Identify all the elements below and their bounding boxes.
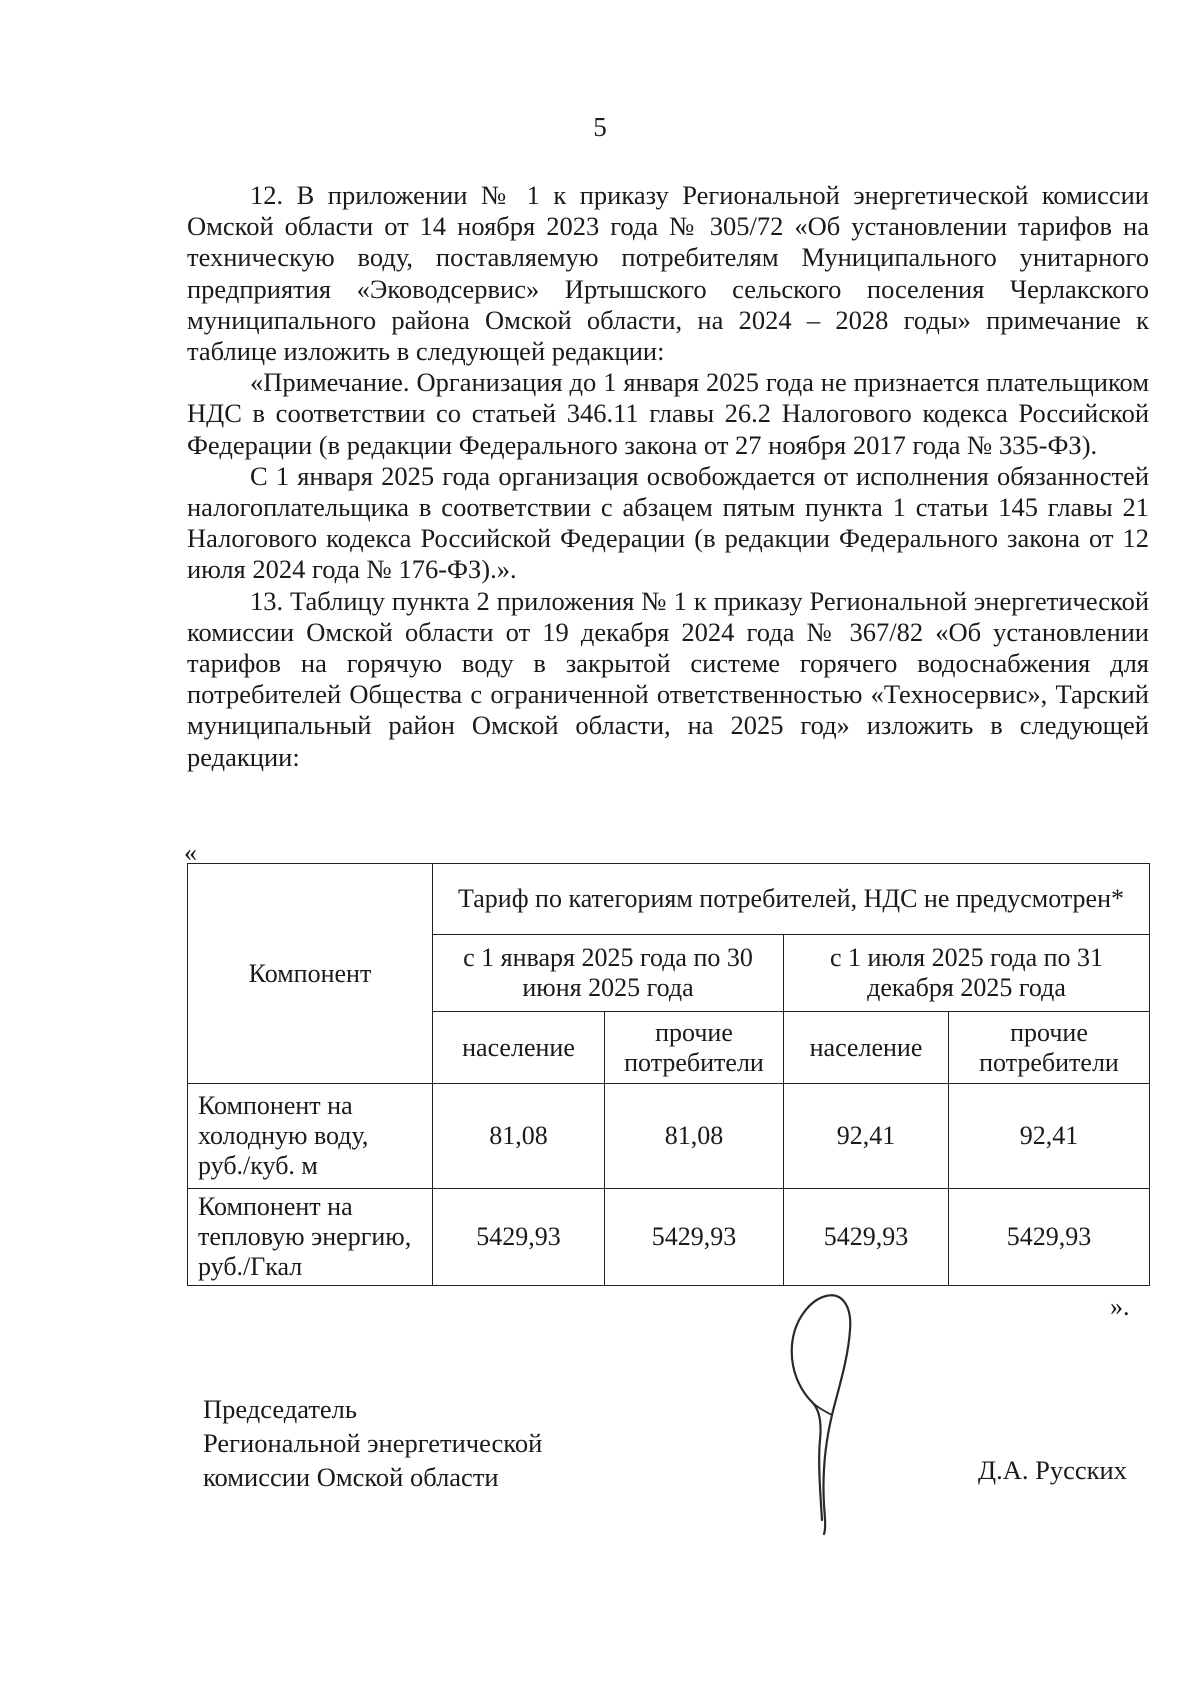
quote-close: ». bbox=[1110, 1292, 1130, 1321]
subheader-other-2: прочие потребители bbox=[949, 1012, 1150, 1084]
table-cell: 81,08 bbox=[433, 1084, 605, 1189]
row-label-heat-energy: Компонент на тепловую энергию, руб./Гкал bbox=[188, 1189, 433, 1286]
paragraph-item-12: 12. В приложении № 1 к приказу Региональной энергетической комиссии Омской области от 14 ноября 2023 года № 305/72 «Об установлении тарифов на техническую воду, поставляемую потребителям Муниципального унитарного предприятия «Эководсервис» Иртышского сельского поселения Черлакского муниципального района Омской области, на 2024 – 2028 годы» примечание к таблице изложить в следующей редакции: bbox=[187, 180, 1149, 367]
paragraph-note: «Примечание. Организация до 1 января 2025 года не признается плательщиком НДС в соответствии со статьей 346.11 главы 26.2 Налогового кодекса Российской Федерации (в редакции Федерального закона от 27 ноября 2017 года № 335-ФЗ). bbox=[187, 367, 1149, 460]
header-period-2: с 1 июля 2025 года по 31 декабря 2025 года bbox=[784, 935, 1150, 1012]
table-cell: 5429,93 bbox=[784, 1189, 949, 1286]
header-period-1: с 1 января 2025 года по 30 июня 2025 года bbox=[433, 935, 784, 1012]
paragraph-note-continued: С 1 января 2025 года организация освобождается от исполнения обязанностей налогоплательщика в соответствии с абзацем пятым пункта 1 статьи 145 главы 21 Налогового кодекса Российской Федерации (в редакции Федерального закона от 12 июля 2024 года № 176-ФЗ).». bbox=[187, 460, 1149, 585]
signer-position-line3: комиссии Омской области bbox=[203, 1462, 499, 1492]
table-row bbox=[188, 1189, 1150, 1286]
subheader-other-1: прочие потребители bbox=[605, 1012, 784, 1084]
subheader-population-2: население bbox=[784, 1012, 949, 1084]
table-header-row bbox=[188, 864, 1150, 935]
header-component: Компонент bbox=[188, 864, 433, 1084]
signer-position-line2: Региональной энергетической bbox=[203, 1428, 543, 1458]
paragraph-item-13: 13. Таблицу пункта 2 приложения № 1 к приказу Региональной энергетической комиссии Омской области от 19 декабря 2024 года № 367/82 «Об установлении тарифов на горячую воду в закрытой системе горячего водоснабжения для потребителей Общества с ограниченной ответственностью «Техносервис», Тарский муниципальный район Омской области, на 2025 год» изложить в следующей редакции: bbox=[187, 585, 1149, 772]
signature-block bbox=[203, 1392, 542, 1494]
row-label-cold-water: Компонент на холодную воду, руб./куб. м bbox=[188, 1084, 433, 1189]
signer-name: Д.А. Русских bbox=[978, 1455, 1127, 1485]
table-cell: 81,08 bbox=[605, 1084, 784, 1189]
header-tariff: Тариф по категориям потребителей, НДС не предусмотрен* bbox=[433, 864, 1150, 935]
body-text bbox=[187, 180, 1149, 773]
subheader-population-1: население bbox=[433, 1012, 605, 1084]
signature-image bbox=[760, 1290, 900, 1540]
table-cell: 5429,93 bbox=[433, 1189, 605, 1286]
tariff-table bbox=[187, 863, 1150, 1286]
table-cell: 5429,93 bbox=[605, 1189, 784, 1286]
table-row bbox=[188, 1084, 1150, 1189]
page-number: 5 bbox=[593, 112, 607, 142]
signer-position-line1: Председатель bbox=[203, 1394, 357, 1424]
table-cell: 5429,93 bbox=[949, 1189, 1150, 1286]
quote-open: « bbox=[184, 838, 197, 867]
table-cell: 92,41 bbox=[949, 1084, 1150, 1189]
table-cell: 92,41 bbox=[784, 1084, 949, 1189]
